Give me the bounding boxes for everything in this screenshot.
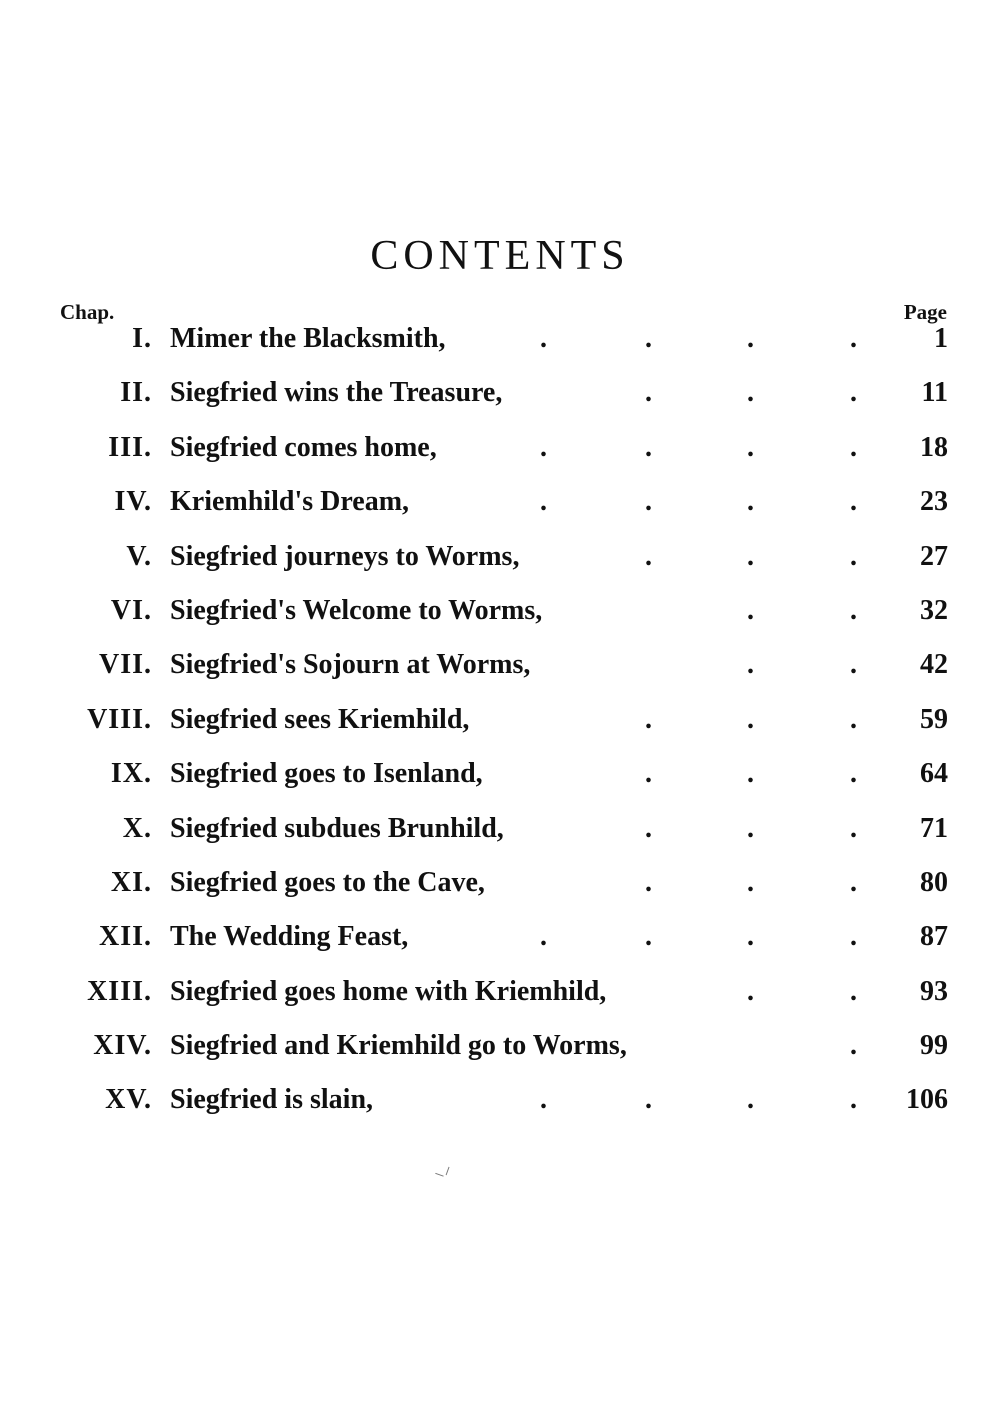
chapter-numeral: IV. — [114, 486, 152, 518]
leader-dot: . — [645, 431, 652, 463]
chapter-numeral: VIII. — [87, 703, 152, 735]
leader-dot: . — [747, 975, 754, 1007]
page-number: 18 — [920, 431, 948, 463]
leader-dot: . — [645, 812, 652, 844]
leader-dot: . — [747, 431, 754, 463]
chapter-numeral: VII. — [98, 649, 152, 681]
chapter-title: Siegfried and Kriemhild go to Worms, — [170, 1030, 627, 1062]
chapter-title: Siegfried comes home, — [170, 431, 437, 463]
page-number: 87 — [920, 921, 948, 953]
chapter-numeral: II. — [120, 377, 152, 409]
leader-dot: . — [540, 323, 547, 354]
chapter-numeral: XV. — [105, 1084, 152, 1116]
leader-dot: . — [747, 486, 754, 518]
page-number: 27 — [920, 540, 948, 572]
chapter-title: Siegfried's Welcome to Worms, — [170, 594, 543, 626]
page-number: 11 — [921, 377, 948, 409]
leader-dot: . — [747, 323, 754, 354]
page-number: 93 — [920, 975, 948, 1007]
contents-entry — [0, 481, 1000, 535]
leader-dot: . — [747, 649, 754, 681]
leader-dot: . — [747, 594, 754, 626]
page-number: 42 — [920, 649, 948, 681]
leader-dot: . — [850, 594, 857, 626]
contents-entry — [0, 808, 1000, 862]
leader-dot: . — [747, 921, 754, 953]
leader-dot: . — [850, 486, 857, 518]
chapter-title: Mimer the Blacksmith, — [170, 323, 446, 354]
leader-dot: . — [850, 866, 857, 898]
leader-dot: . — [747, 540, 754, 572]
chapter-title: Siegfried journeys to Worms, — [170, 540, 520, 572]
chapter-numeral: XII. — [98, 921, 152, 953]
chapter-title: Siegfried sees Kriemhild, — [170, 703, 470, 735]
leader-dot: . — [850, 431, 857, 463]
contents-entry — [0, 753, 1000, 807]
page-number: 1 — [934, 323, 948, 354]
chapter-title: Siegfried goes to Isenland, — [170, 758, 483, 790]
page-number: 23 — [920, 486, 948, 518]
chapter-numeral: XIII. — [87, 975, 152, 1007]
leader-dot: . — [850, 540, 857, 572]
page-number: 59 — [920, 703, 948, 735]
chapter-title: Siegfried goes home with Kriemhild, — [170, 975, 607, 1007]
chapter-numeral: X. — [122, 812, 152, 844]
chapter-numeral: III. — [108, 431, 152, 463]
page-number: 99 — [920, 1030, 948, 1062]
stray-mark: ⸌⸍ — [432, 1163, 458, 1189]
chapter-numeral: I. — [132, 323, 152, 354]
page-column-label: Page — [903, 300, 947, 324]
page-number: 64 — [920, 758, 948, 790]
chapter-numeral: XI. — [110, 866, 152, 898]
page-number: 32 — [920, 594, 948, 626]
page-number: 80 — [920, 866, 948, 898]
leader-dot: . — [645, 866, 652, 898]
contents-entry — [0, 971, 1000, 1025]
contents-entry — [0, 644, 1000, 698]
contents-entry — [0, 862, 1000, 916]
leader-dot: . — [747, 758, 754, 790]
contents-entry — [0, 699, 1000, 753]
chapter-title: Kriemhild's Dream, — [170, 486, 410, 518]
contents-entry — [0, 318, 1000, 372]
leader-dot: . — [645, 486, 652, 518]
leader-dot: . — [850, 377, 857, 409]
leader-dot: . — [645, 323, 652, 354]
page-number: 106 — [906, 1084, 948, 1116]
chapter-title: The Wedding Feast, — [170, 921, 409, 953]
chapter-title: Siegfried's Sojourn at Worms, — [170, 649, 531, 681]
contents-entry — [0, 1025, 1000, 1079]
leader-dot: . — [540, 431, 547, 463]
contents-list — [0, 318, 1000, 1134]
leader-dot: . — [645, 1084, 652, 1116]
leader-dot: . — [747, 866, 754, 898]
chapter-title: Siegfried goes to the Cave, — [170, 866, 485, 898]
leader-dot: . — [645, 921, 652, 953]
leader-dot: . — [540, 1084, 547, 1116]
leader-dot: . — [540, 486, 547, 518]
chapter-title: Siegfried is slain, — [170, 1084, 374, 1116]
leader-dot: . — [747, 1084, 754, 1116]
chapter-title: Siegfried wins the Treasure, — [170, 377, 503, 409]
leader-dot: . — [850, 649, 857, 681]
chapter-numeral: VI. — [110, 594, 152, 626]
leader-dot: . — [645, 758, 652, 790]
leader-dot: . — [645, 540, 652, 572]
leader-dot: . — [850, 323, 857, 354]
chap-column-label: Chap. — [60, 300, 115, 324]
leader-dot: . — [850, 1030, 857, 1062]
leader-dot: . — [850, 703, 857, 735]
contents-entry — [0, 427, 1000, 481]
chapter-numeral: XIV. — [93, 1030, 152, 1062]
leader-dot: . — [850, 975, 857, 1007]
contents-entry — [0, 590, 1000, 644]
leader-dot: . — [645, 377, 652, 409]
contents-entry — [0, 536, 1000, 590]
contents-entry — [0, 916, 1000, 970]
leader-dot: . — [747, 812, 754, 844]
leader-dot: . — [850, 758, 857, 790]
page-number: 71 — [920, 812, 948, 844]
page-title: CONTENTS — [370, 233, 630, 279]
chapter-numeral: IX. — [110, 758, 152, 790]
leader-dot: . — [850, 1084, 857, 1116]
contents-entry — [0, 1079, 1000, 1133]
contents-entry — [0, 372, 1000, 426]
leader-dot: . — [645, 703, 652, 735]
leader-dot: . — [850, 812, 857, 844]
leader-dot: . — [540, 921, 547, 953]
leader-dot: . — [747, 703, 754, 735]
chapter-title: Siegfried subdues Brunhild, — [170, 812, 504, 844]
chapter-numeral: V. — [126, 540, 152, 572]
leader-dot: . — [747, 377, 754, 409]
leader-dot: . — [850, 921, 857, 953]
